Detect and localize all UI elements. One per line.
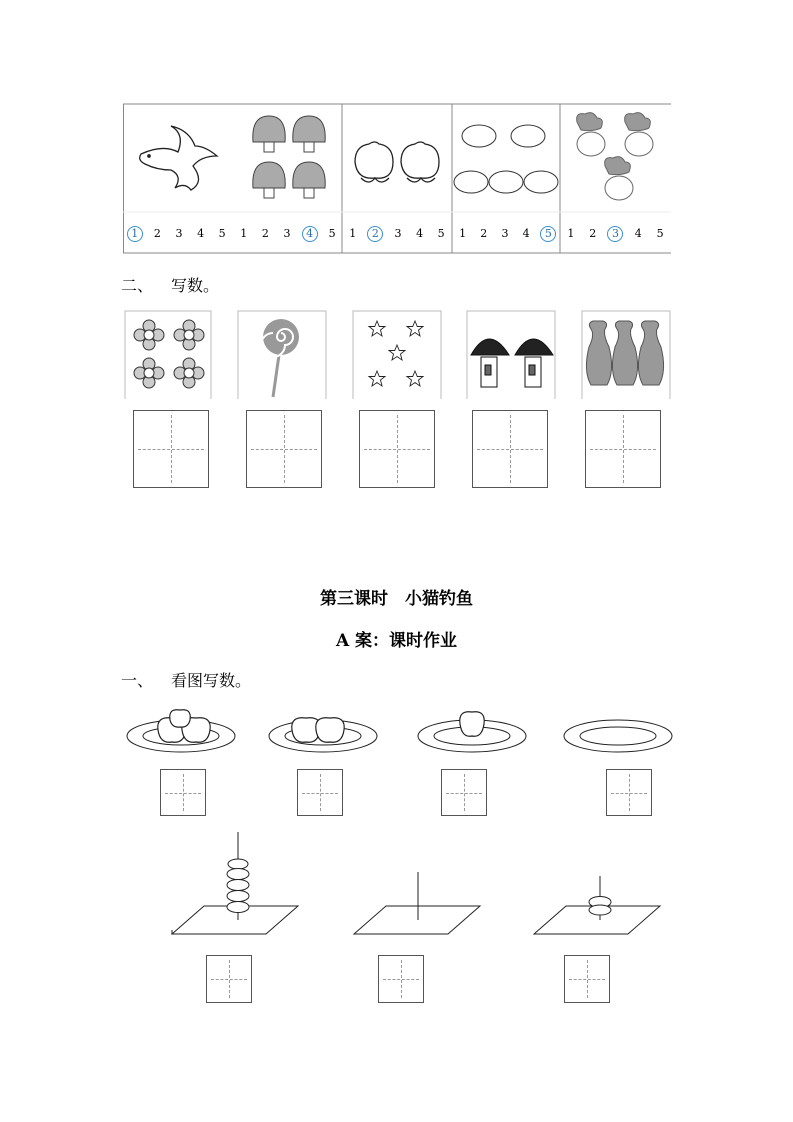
- section2-heading: [121, 273, 219, 296]
- number-option[interactable]: 3: [394, 227, 402, 240]
- section1-heading: [121, 668, 251, 691]
- picture-cards: [125, 311, 673, 401]
- number-option[interactable]: 4: [197, 227, 205, 240]
- number-option[interactable]: 2: [153, 227, 161, 240]
- number-option[interactable]: 3: [501, 227, 509, 240]
- number-option[interactable]: 3: [607, 226, 623, 242]
- number-option[interactable]: 1: [567, 227, 575, 240]
- flower-icon: [134, 320, 204, 388]
- number-rows: [123, 222, 671, 246]
- section1-label: 看图写数。: [171, 671, 252, 690]
- number-option[interactable]: 4: [522, 227, 530, 240]
- section2-index: 二、: [121, 276, 154, 295]
- radish-icon: [577, 113, 653, 200]
- star-icon: [369, 321, 423, 386]
- number-option[interactable]: 2: [367, 226, 383, 242]
- number-option[interactable]: 1: [240, 227, 248, 240]
- number-option[interactable]: 2: [261, 227, 269, 240]
- lollipop-icon: [261, 319, 299, 397]
- number-option[interactable]: 2: [480, 227, 488, 240]
- lesson-title: 第三课时 小猫钓鱼: [320, 589, 473, 609]
- number-option[interactable]: 5: [328, 227, 336, 240]
- number-row-3[interactable]: [342, 222, 452, 246]
- number-option[interactable]: 3: [283, 227, 291, 240]
- abacus-icon: [172, 832, 660, 934]
- writing-box-5[interactable]: [585, 410, 661, 488]
- writing-box-6[interactable]: [160, 769, 206, 816]
- section1-index: 一、: [121, 671, 154, 690]
- writing-box-3[interactable]: [359, 410, 435, 488]
- writing-box-11[interactable]: [378, 955, 424, 1003]
- writing-box-10[interactable]: [206, 955, 252, 1003]
- peach-icon: [355, 142, 439, 182]
- writing-box-7[interactable]: [297, 769, 343, 816]
- number-option[interactable]: 1: [459, 227, 467, 240]
- number-option[interactable]: 4: [416, 227, 424, 240]
- number-option[interactable]: 5: [218, 227, 226, 240]
- writing-box-4[interactable]: [472, 410, 548, 488]
- writing-box-2[interactable]: [246, 410, 322, 488]
- number-option[interactable]: 5: [656, 227, 664, 240]
- writing-box-1[interactable]: [133, 410, 209, 488]
- number-option[interactable]: 1: [127, 226, 143, 242]
- writing-box-9[interactable]: [606, 769, 652, 816]
- number-option[interactable]: 1: [349, 227, 357, 240]
- plates-row: [120, 700, 680, 760]
- number-row-5[interactable]: [560, 222, 671, 246]
- abacus-row: [170, 830, 670, 940]
- lesson-subtitle: A 案：课时作业: [335, 631, 458, 651]
- number-row-2[interactable]: [233, 222, 343, 246]
- number-option[interactable]: 3: [175, 227, 183, 240]
- number-option[interactable]: 5: [540, 226, 556, 242]
- umbrella-house-icon: [471, 339, 553, 387]
- vase-icon: [586, 321, 663, 385]
- writing-box-8[interactable]: [441, 769, 487, 816]
- number-row-1[interactable]: [123, 222, 233, 246]
- number-option[interactable]: 4: [302, 226, 318, 242]
- section2-label: 写数。: [171, 276, 220, 295]
- number-option[interactable]: 5: [437, 227, 445, 240]
- writing-box-12[interactable]: [564, 955, 610, 1003]
- watermelon-icon: [454, 125, 558, 193]
- number-row-4[interactable]: [452, 222, 560, 246]
- number-option[interactable]: 2: [589, 227, 597, 240]
- dove-icon: [140, 126, 217, 190]
- mushroom-icon: [253, 116, 325, 198]
- number-option[interactable]: 4: [634, 227, 642, 240]
